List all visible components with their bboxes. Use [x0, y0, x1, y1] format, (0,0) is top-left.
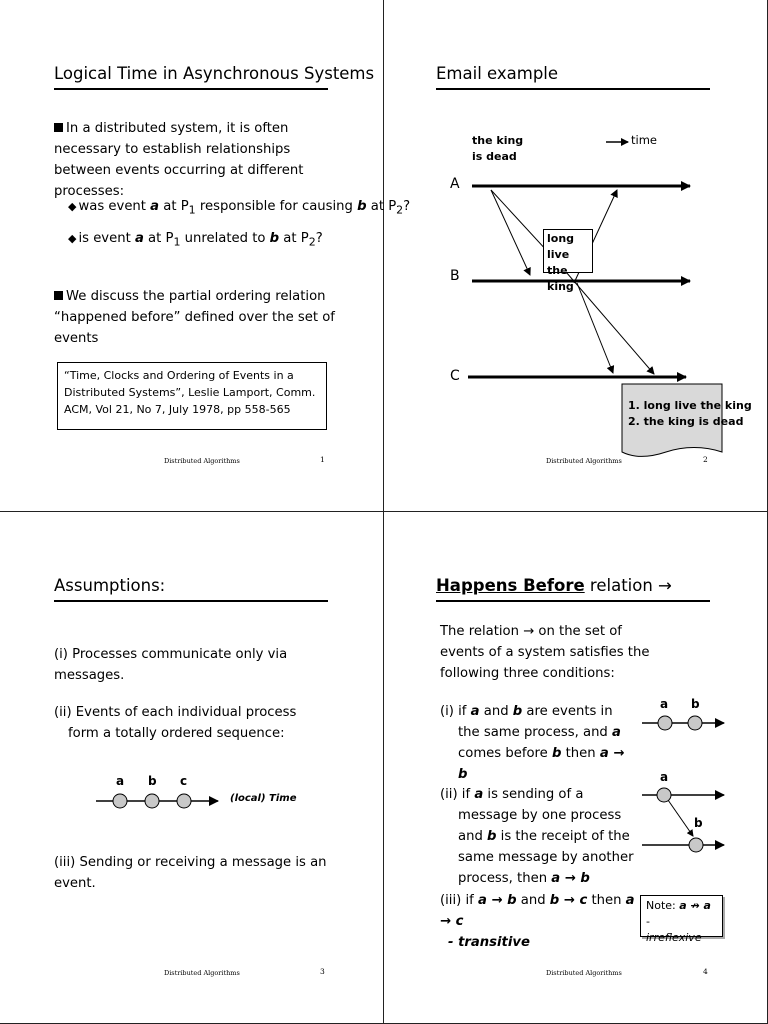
diamond-bullet-icon: ◆	[68, 200, 77, 213]
receive-event-dot	[689, 838, 703, 852]
slide-1	[0, 0, 411, 512]
bullet-1: In a distributed system, it is often necessary to establish relationships between events occurring at different processes:	[54, 121, 304, 199]
event-c-dot	[177, 794, 191, 808]
diagram2-label-b: b	[694, 816, 703, 830]
assumption-3: (iii) Sending or receiving a message is an event.	[54, 855, 327, 891]
time-label: time	[631, 133, 657, 147]
event-label-b: b	[148, 774, 157, 788]
message-b-to-c	[577, 283, 613, 373]
irreflexive-note: Note: a ↛ a - irreflexive	[640, 895, 723, 937]
event-a-dot	[658, 716, 672, 730]
process-label-c: C	[450, 368, 460, 384]
condition-3: (iii) if a → b and b → c then a → c - transitive	[440, 893, 635, 950]
diagram1-label-a: a	[660, 697, 669, 711]
event-b-dot	[145, 794, 159, 808]
received-order-text: 1. long live the king 2. the king is dead	[628, 399, 752, 428]
footer: Distributed Algorithms	[546, 457, 622, 465]
square-bullet-icon	[54, 291, 63, 300]
intro-text: The relation → on the set of events of a system satisfies the following three conditions:	[440, 624, 650, 681]
happens-before-diagrams	[384, 512, 768, 1024]
page-number: 1	[320, 455, 325, 464]
condition-1: (i) if a and b are events in the same process, and a comes before b then a → b	[440, 704, 625, 782]
page-number: 2	[703, 455, 708, 464]
bullet-2: We discuss the partial ordering relation “happened before” defined over the set of events	[54, 289, 335, 346]
page-number: 3	[320, 967, 325, 976]
slide-title: Logical Time in Asynchronous Systems	[54, 64, 328, 90]
slide-title: Assumptions:	[54, 576, 328, 602]
sub-bullet-2: ◆ is event a at $P_1$ unrelated to b at $P_2$?	[68, 228, 358, 253]
assumption-1: (i) Processes communicate only via messages.	[54, 647, 288, 683]
process-label-a: A	[450, 176, 460, 192]
reference-box: “Time, Clocks and Ordering of Events in a Distributed Systems”, Leslie Lamport, Comm. ACM, Vol 21, No 7, July 1978, pp 558-565	[57, 362, 327, 430]
message-a-to-b	[491, 190, 530, 275]
page-number: 4	[703, 967, 708, 976]
footer: Distributed Algorithms	[546, 969, 622, 977]
local-time-diagram	[0, 512, 384, 1024]
message-label-king-dead: the king is dead	[472, 134, 524, 163]
event-a-dot	[113, 794, 127, 808]
slide-4	[384, 512, 768, 1024]
footer: Distributed Algorithms	[164, 457, 240, 465]
event-label-a: a	[116, 774, 125, 788]
assumption-2: (ii) Events of each individual process form a totally ordered sequence:	[54, 705, 297, 741]
message-label-long-live: long live the king	[543, 229, 593, 273]
process-label-b: B	[450, 268, 460, 284]
slide-title: Happens Before relation →	[436, 576, 710, 602]
square-bullet-icon	[54, 123, 63, 132]
slide-2	[384, 0, 768, 512]
slide-title: Email example	[436, 64, 710, 90]
event-label-c: c	[180, 774, 188, 788]
local-time-label: (local) Time	[230, 793, 297, 804]
sub-bullet-1: ◆ was event a at $P_1$ responsible for causing b at $P_2$?	[68, 196, 358, 221]
footer: Distributed Algorithms	[164, 969, 240, 977]
diagram1-label-b: b	[691, 697, 700, 711]
diamond-bullet-icon: ◆	[68, 232, 77, 245]
message-arrow	[668, 800, 693, 836]
slide-3	[0, 512, 384, 1024]
send-event-dot	[657, 788, 671, 802]
diagram2-label-a: a	[660, 770, 669, 784]
condition-2: (ii) if a is sending of a message by one process and b is the receipt of the same message by another process, then a → b	[440, 787, 634, 886]
event-b-dot	[688, 716, 702, 730]
